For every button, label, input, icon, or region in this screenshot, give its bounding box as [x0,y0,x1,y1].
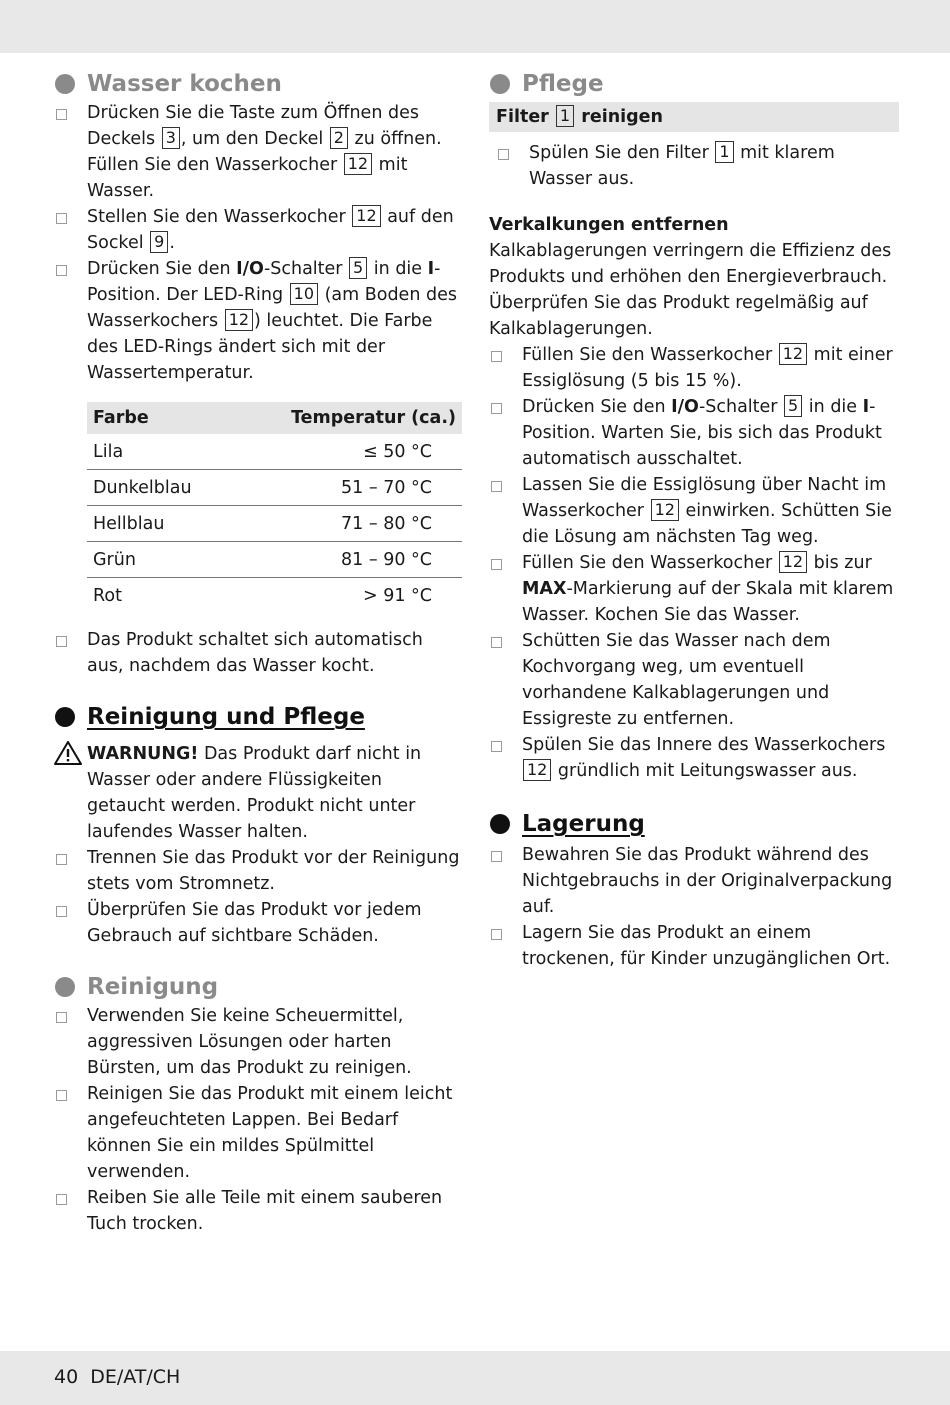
verkalkungen-list [489,342,899,784]
list-item: Füllen Sie den Wasserkocher 12 mit einer Essiglösung (5 bis 15 %). [489,342,899,394]
checkbox-square-icon [491,851,502,862]
part-ref: 2 [330,127,348,149]
bullet-dot-icon [55,977,75,997]
lagerung-list [489,842,899,972]
heading-reinigung-und-pflege: Reinigung und Pflege [54,701,462,735]
locale-label: DE/AT/CH [90,1366,181,1388]
part-ref: 12 [651,499,679,521]
list-item: Überprüfen Sie das Produkt vor jedem Gebrauch auf sichtbare Schäden. [54,897,462,949]
part-ref: 1 [556,105,574,127]
part-ref: 12 [352,205,380,227]
wasser-kochen-after-list [54,627,462,679]
temperature-table [87,402,462,613]
checkbox-square-icon [491,481,502,492]
part-ref: 3 [162,127,180,149]
part-ref: 12 [523,759,551,781]
list-item: Bewahren Sie das Produkt während des Nichtgebrauchs in der Originalverpackung auf. [489,842,899,920]
bullet-dot-icon [490,74,510,94]
wasser-kochen-list [54,100,462,386]
part-ref: 10 [290,283,318,305]
bullet-dot-icon [55,74,75,94]
checkbox-square-icon [56,1012,67,1023]
table-row: Hellblau 71 – 80 °C [87,506,462,542]
reinigung-pflege-list [54,845,462,949]
left-column [54,68,462,1237]
table-row: Grün 81 – 90 °C [87,542,462,578]
bullet-dot-icon [490,814,510,834]
checkbox-square-icon [56,1194,67,1205]
filter-reinigen-bar: Filter 1 reinigen [489,102,899,132]
heading-pflege: Pflege [489,68,899,100]
checkbox-square-icon [491,929,502,940]
page-number: 40 [54,1366,79,1388]
table-row: Lila ≤ 50 °C [87,434,462,470]
checkbox-square-icon [491,403,502,414]
heading-lagerung: Lagerung [489,808,899,842]
table-header: Farbe [87,402,231,434]
list-item: Spülen Sie das Innere des Wasserkochers 12 gründlich mit Leitungswasser aus. [489,732,899,784]
part-ref: 12 [779,551,807,573]
bullet-dot-icon [55,707,75,727]
part-ref: 5 [349,257,367,279]
list-item: Stellen Sie den Wasserkocher 12 auf den Sockel 9 . [54,204,462,256]
checkbox-square-icon [491,351,502,362]
list-item: Das Produkt schaltet sich automatisch aus, nachdem das Wasser kocht. [54,627,462,679]
right-column [489,68,899,972]
verkalkungen-heading: Verkalkungen entfernen [489,215,729,235]
list-item: Lassen Sie die Essiglösung über Nacht im Wasserkocher 12 einwirken. Schütten Sie die Lösung am nächsten Tag weg. [489,472,899,550]
top-bar [0,0,950,53]
warning-triangle-icon [54,741,82,765]
reinigung-list [54,1003,462,1237]
part-ref: 12 [344,153,372,175]
list-item: Reinigen Sie das Produkt mit einem leicht angefeuchteten Lappen. Bei Bedarf können Sie ein mildes Spülmittel verwenden. [54,1081,462,1185]
filter-list [489,140,899,192]
list-item: Verwenden Sie keine Scheuermittel, aggressiven Lösungen oder harten Bürsten, um das Produkt zu reinigen. [54,1003,462,1081]
checkbox-square-icon [491,559,502,570]
table-header-row [87,402,462,434]
checkbox-square-icon [56,109,67,120]
part-ref: 12 [225,309,253,331]
list-item: Drücken Sie den I/O-Schalter 5 in die I-Position. Warten Sie, bis sich das Produkt automatisch ausschaltet. [489,394,899,472]
heading-wasser-kochen: Wasser kochen [54,68,462,100]
part-ref: 12 [779,343,807,365]
checkbox-square-icon [56,265,67,276]
checkbox-square-icon [56,636,67,647]
part-ref: 5 [784,395,802,417]
checkbox-square-icon [56,1090,67,1101]
part-ref: 1 [715,141,733,163]
warning-label: WARNUNG! [87,744,199,764]
list-item: Spülen Sie den Filter 1 mit klarem Wasser aus. [496,140,899,192]
checkbox-square-icon [498,149,509,160]
list-item: Reiben Sie alle Teile mit einem sauberen Tuch trocken. [54,1185,462,1237]
table-row: Rot > 91 °C [93,585,432,606]
list-item: Lagern Sie das Produkt an einem trockenen, für Kinder unzugänglichen Ort. [489,920,899,972]
heading-reinigung: Reinigung [54,971,462,1003]
list-item: Schütten Sie das Wasser nach dem Kochvorgang weg, um eventuell vorhandene Kalkablagerungen und Essigreste zu entfernen. [489,628,899,732]
table-row: Dunkelblau 51 – 70 °C [87,470,462,506]
list-item: Trennen Sie das Produkt vor der Reinigung stets vom Stromnetz. [54,845,462,897]
checkbox-square-icon [56,213,67,224]
list-item: Drücken Sie den I/O-Schalter 5 in die I-Position. Der LED-Ring 10 (am Boden des Wasserkochers 12 ) leuchtet. Die Farbe des LED-Rings ändert sich mit der Wassertemperatur. [54,256,462,386]
checkbox-square-icon [491,741,502,752]
verkalkungen-intro: Kalkablagerungen verringern die Effizienz des Produkts und erhöhen den Energieverbrauch. Überprüfen Sie das Produkt regelmäßig auf Kalkablagerungen. [489,241,892,339]
warning-block [54,741,462,845]
warning-text: Das Produkt darf nicht in Wasser oder andere Flüssigkeiten getaucht werden. Produkt nicht unter laufendes Wasser halten. [87,744,422,842]
list-item: Füllen Sie den Wasserkocher 12 bis zur MAX-Markierung auf der Skala mit klarem Wasser. Kochen Sie das Wasser. [489,550,899,628]
list-item: Drücken Sie die Taste zum Öffnen des Deckels 3 , um den Deckel 2 zu öffnen. Füllen Sie den Wasserkocher 12 mit Wasser. [54,100,462,204]
checkbox-square-icon [491,637,502,648]
page-footer [54,1364,192,1390]
checkbox-square-icon [56,854,67,865]
checkbox-square-icon [56,906,67,917]
part-ref: 9 [150,231,168,253]
table-header: Temperatur (ca.) [231,402,462,434]
